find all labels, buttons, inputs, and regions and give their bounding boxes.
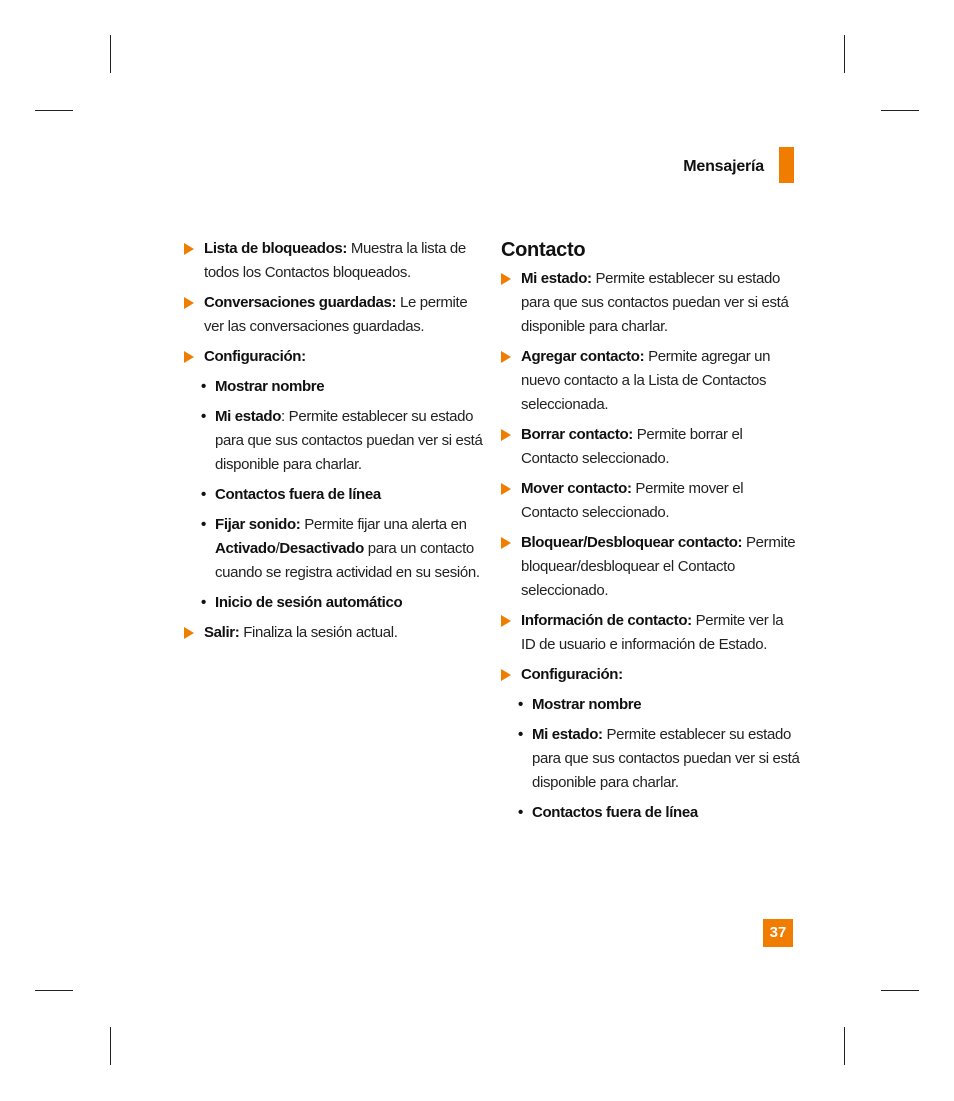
sub-item-my-status bbox=[501, 723, 801, 795]
arrow-right-icon bbox=[501, 537, 511, 549]
sub-item-description: : Permite establecer su estado para que sus contactos puedan ver si está disponible para charlar. bbox=[215, 408, 483, 473]
crop-mark bbox=[881, 110, 919, 111]
sub-item-label: Mi estado bbox=[215, 408, 282, 425]
sub-item-label: Contactos fuera de línea bbox=[532, 804, 698, 821]
option-activated: Activado bbox=[215, 540, 276, 557]
crop-mark bbox=[844, 1027, 845, 1065]
sub-item-show-name bbox=[501, 693, 801, 717]
contact-heading: Contacto bbox=[501, 239, 586, 261]
sub-item-my-status bbox=[184, 405, 484, 477]
option-deactivated: Desactivado bbox=[279, 540, 364, 557]
bullet-icon: • bbox=[518, 726, 523, 743]
list-item-saved-conversations bbox=[184, 291, 484, 339]
item-label: Bloquear/Desbloquear contacto: bbox=[521, 534, 743, 551]
item-description: Permite borrar el Contacto seleccionado. bbox=[521, 426, 743, 467]
item-description: Finaliza la sesión actual. bbox=[239, 624, 398, 641]
page-number: 37 bbox=[763, 919, 793, 947]
item-label: Conversaciones guardadas: bbox=[204, 294, 397, 311]
item-label: Configuración: bbox=[521, 666, 623, 683]
list-item-move-contact bbox=[501, 477, 801, 525]
item-description: Permite ver la ID de usuario e información de Estado. bbox=[521, 612, 784, 653]
item-label: Lista de bloqueados: bbox=[204, 240, 348, 257]
right-column bbox=[501, 237, 801, 831]
item-description: Permite bloquear/desbloquear el Contacto seleccionado. bbox=[521, 534, 796, 599]
item-description: Permite establecer su estado para que sus contactos puedan ver si está disponible para charlar. bbox=[521, 270, 789, 335]
arrow-right-icon bbox=[501, 483, 511, 495]
left-column bbox=[184, 237, 484, 651]
sub-item-description: para un contacto cuando se registra actividad en su sesión. bbox=[215, 540, 480, 581]
list-item-add-contact bbox=[501, 345, 801, 417]
arrow-right-icon bbox=[184, 627, 194, 639]
list-item-blocked-list bbox=[184, 237, 484, 285]
sub-item-label: Mostrar nombre bbox=[532, 696, 642, 713]
crop-mark bbox=[110, 1027, 111, 1065]
arrow-right-icon bbox=[184, 351, 194, 363]
arrow-right-icon bbox=[501, 351, 511, 363]
sub-item-description: Permite establecer su estado para que sus contactos puedan ver si está disponible para charlar. bbox=[532, 726, 800, 791]
sub-item-label: Inicio de sesión automático bbox=[215, 594, 403, 611]
sub-item-description: Permite fijar una alerta en bbox=[300, 516, 467, 533]
item-label: Borrar contacto: bbox=[521, 426, 633, 443]
item-label: Mover contacto: bbox=[521, 480, 632, 497]
bullet-icon: • bbox=[518, 804, 523, 821]
item-description: Permite agregar un nuevo contacto a la Lista de Contactos seleccionada. bbox=[521, 348, 771, 413]
sub-item-offline-contacts bbox=[184, 483, 484, 507]
sub-item-set-sound bbox=[184, 513, 484, 585]
crop-mark bbox=[881, 990, 919, 991]
arrow-right-icon bbox=[501, 273, 511, 285]
bullet-icon: • bbox=[201, 408, 206, 425]
bullet-icon: • bbox=[201, 486, 206, 503]
list-item-exit bbox=[184, 621, 484, 645]
item-label: Información de contacto: bbox=[521, 612, 692, 629]
item-description: Permite mover el Contacto seleccionado. bbox=[521, 480, 744, 521]
arrow-right-icon bbox=[501, 429, 511, 441]
list-item-contact-info bbox=[501, 609, 801, 657]
arrow-right-icon bbox=[184, 297, 194, 309]
sub-item-label: Mostrar nombre bbox=[215, 378, 325, 395]
item-label: Salir: bbox=[204, 624, 240, 641]
list-item-my-status bbox=[501, 267, 801, 339]
bullet-icon: • bbox=[201, 378, 206, 395]
option-separator: / bbox=[275, 540, 280, 557]
list-item-block-contact bbox=[501, 531, 801, 603]
list-item-configuration bbox=[501, 663, 801, 687]
list-item-delete-contact bbox=[501, 423, 801, 471]
arrow-right-icon bbox=[184, 243, 194, 255]
sub-item-label: Fijar sonido: bbox=[215, 516, 301, 533]
sub-item-offline-contacts bbox=[501, 801, 801, 825]
crop-mark bbox=[35, 990, 73, 991]
sub-item-label: Contactos fuera de línea bbox=[215, 486, 381, 503]
list-item-configuration bbox=[184, 345, 484, 369]
item-description: Le permite ver las conversaciones guardadas. bbox=[204, 294, 468, 335]
sub-item-auto-login bbox=[184, 591, 484, 615]
item-label: Agregar contacto: bbox=[521, 348, 645, 365]
arrow-right-icon bbox=[501, 615, 511, 627]
section-tab bbox=[779, 147, 794, 183]
bullet-icon: • bbox=[518, 696, 523, 713]
crop-mark bbox=[110, 35, 111, 73]
item-description: Muestra la lista de todos los Contactos bloqueados. bbox=[204, 240, 466, 281]
sub-item-show-name bbox=[184, 375, 484, 399]
crop-mark bbox=[35, 110, 73, 111]
arrow-right-icon bbox=[501, 669, 511, 681]
bullet-icon: • bbox=[201, 516, 206, 533]
crop-mark bbox=[844, 35, 845, 73]
item-label: Mi estado: bbox=[521, 270, 592, 287]
section-title: Mensajería bbox=[683, 158, 764, 175]
bullet-icon: • bbox=[201, 594, 206, 611]
item-label: Configuración: bbox=[204, 348, 306, 365]
sub-item-label: Mi estado: bbox=[532, 726, 603, 743]
